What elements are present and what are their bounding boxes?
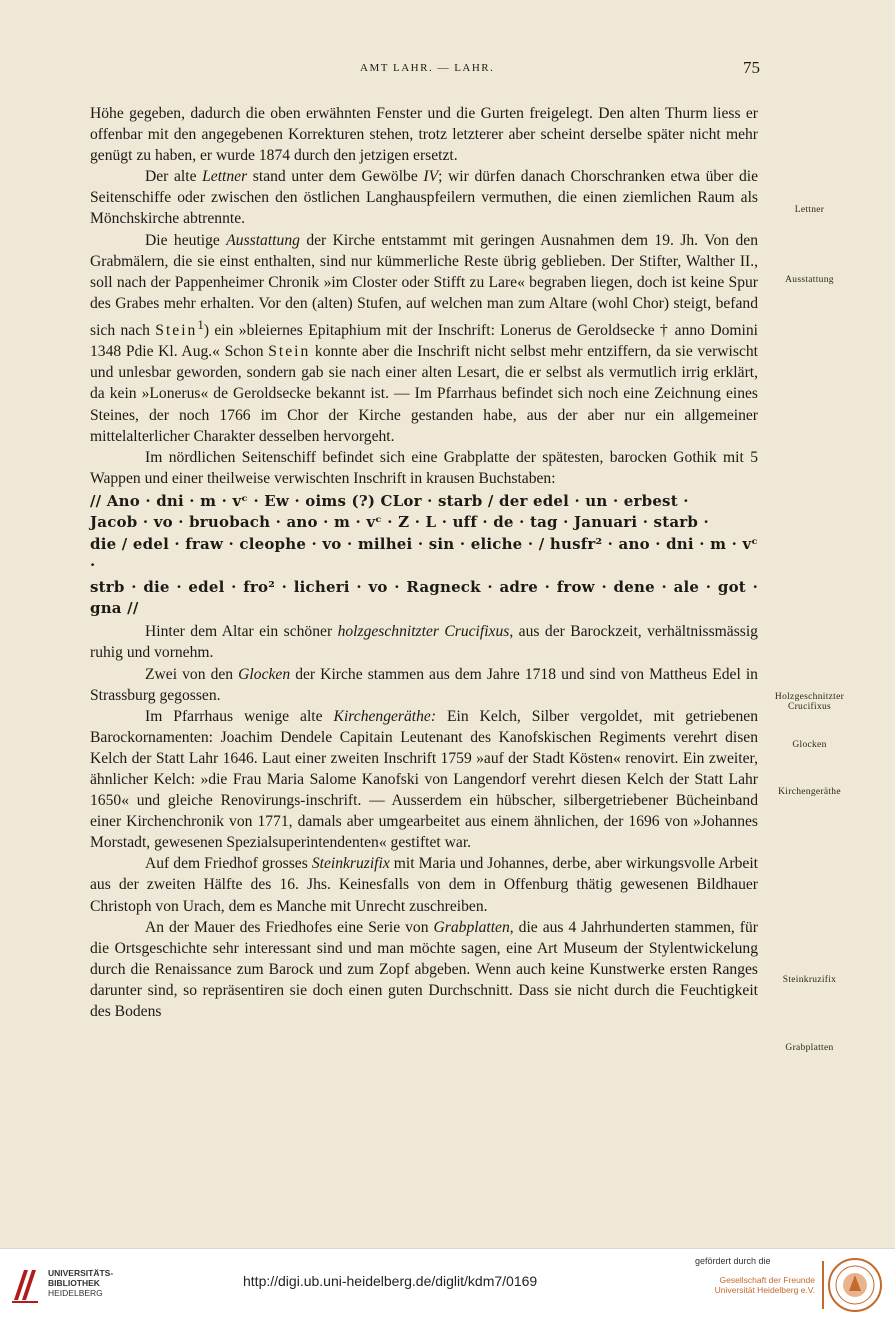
footnote-marker: 1 [197,316,204,332]
margin-note-grabplatten: Grabplatten [785,1043,834,1053]
margin-note-kirchengeraethe: Kirchengeräthe [778,787,841,797]
paragraph-ausstattung: Die heutige Ausstattung der Kirche entstammt mit geringen Ausnahmen dem 19. Jh. Von den Grabmälern, die sie einst enthalten, sind nur kümmerliche Reste übrig geblieben. Der Stifter, Walther II., soll nach der Pappenheimer Chronik »im Closter oder Stifft zu Lare« begraben liegen, doch ist keine Spur des Grabes mehr erhalten. Vor den (alten) Stufen, auf welchen man zum Altare (wohl Chor) steigt, befand sich nach Stein$^1$) ein »bleiernes Epitaphium mit der Inschrift: Lonerus de Geroldsecke † anno Domini 1348 Pdie Kl. Aug.« Schon Stein konnte aber die Inschrift nicht selbst mehr entziffern, da sie verwischt und unlesbar geworden, sondern gab sie nach einer alten Lesart, die er selbst als vermutlich irrig erklärt, da kein »Lonerus« de Geroldsecke bekannt ist. — Im Pfarrhaus befindet sich noch eine Zeichnung eines Steines, der noch 1766 im Chor der Kirche gestanden habe, aus der aber nur ein allgemeiner mittelalterlicher Charakter desselben hervorgeht. [90,231,759,445]
paragraph-crucifixus: Hinter dem Altar ein schöner holzgeschnitzter Crucifixus, aus der Barockzeit, verhältnissmässig ruhig und vornehm. [90,623,758,662]
sponsor-name: Gesellschaft der Freunde Universität Heidelberg e.V. [714,1275,815,1295]
running-title: AMT LAHR. — LAHR. [360,62,495,74]
ub-heidelberg-logo-icon [10,1264,42,1304]
digitization-footer [0,1248,895,1318]
sponsor-label: gefördert durch die [695,1256,771,1266]
inscription [90,491,758,619]
margin-note-ausstattung: Ausstattung [785,275,834,285]
sponsor-divider [822,1261,824,1309]
paragraph-grabplatten: An der Mauer des Friedhofes eine Serie von Grabplatten, die aus 4 Jahrhunderten stammen, für die Ortsgeschichte sehr interessant sind und man möchte sagen, eine Art Museum der Stylentwickelung durch die Renaissance zum Barock und zum Zopf abgeben. Wenn auch keine Kunstwerke ersten Ranges darunter sind, so repräsentiren sie doch einen guten Durchschnitt. Dass sie nicht durch die Feuchtigkeit des Bodens [90,918,758,1020]
paragraph-grabplatte: Im nördlichen Seitenschiff befindet sich eine Grabplatte der spätesten, barocken Gothik mit 5 Wappen und einer theilweise verwischten Inschrift in krausen Buchstaben: [90,448,758,487]
university-seal-icon [827,1257,883,1313]
paragraph-kirchengeraethe: Im Pfarrhaus wenige alte Kirchengeräthe: Ein Kelch, Silber vergoldet, mit getriebenen Barockornamenten: Joachim Dendele Capitain Leutenant des Kanofskischen Regiments verehrt disen Kelch der Statt Lahr 1646. Laut einer zweiten Inschrift 1759 »auf der Stadt Kösten« renovirt. Ein zweiter, ähnlicher Kelch: »die Frau Maria Salome Kanofski von Langendorf verehrt diesen Kelch der Statt Lahr 1650« und gleiche Renovirungs-inschrift. — Ausserdem ein hübscher, silbergetriebener Bücheinband einer Kirchenchronik von 1771, damals aber umgearbeitet aus einem ähnlichen, der 1696 von »Johannes Morstadt, gewesenen Spezialsuperintendenten« gestiftet war. [90,707,758,852]
margin-note-crucifixus: Holzgeschnitzter Crucifixus [774,692,845,712]
margin-note-lettner: Lettner [794,205,825,215]
inscription-line: Jacob · vo · bruobach · ano · m · vᶜ · Z · L · uff · de · tag · Januari · starb · [90,513,709,532]
page-header [90,58,770,82]
permalink-url[interactable]: http://digi.ub.uni-heidelberg.de/diglit/kdm7/0169 [243,1273,538,1289]
margin-note-steinkruzifix: Steinkruzifix [782,975,837,985]
page-number: 75 [743,58,760,77]
body-text [90,103,758,1022]
paragraph: Höhe gegeben, dadurch die oben erwähnten Fenster und die Gurten freigelegt. Den alten Thurm liess er offenbar mit den angegebenen Korrekturen stehen, trotz letzterer aber scheint derselbe später nicht mehr genügt zu haben, er wurde 1874 durch den jetzigen ersetzt. [90,105,758,165]
library-name: UNIVERSITÄTS- BIBLIOTHEK HEIDELBERG [48,1268,114,1298]
inscription-line: strb · die · edel · fro² · licheri · vo · Ragneck · adre · frow · dene · ale · got · gna // [90,577,758,617]
margin-note-glocken: Glocken [792,740,827,750]
inscription-line: // Ano · dni · m · vᶜ · Ew · oims (?) CLor · starb / der edel · un · erbest · [90,491,689,510]
paragraph-lettner: Der alte Lettner stand unter dem Gewölbe IV; wir dürfen danach Chorschranken etwa über die Seitenschiffe oder zwischen den östlichen Langhauspfeilern vermuthen, die einen ziemlichen Raum als Mönchskirche abtrennte. [90,168,758,228]
inscription-line: die / edel · fraw · cleophe · vo · milhei · sin · eliche · / husfr² · ano · dni · m · vᶜ · [90,534,758,575]
paragraph-glocken: Zwei von den Glocken der Kirche stammen aus dem Jahre 1718 und sind von Mattheus Edel in Strassburg gegossen. [90,665,758,704]
paragraph-steinkruzifix: Auf dem Friedhof grosses Steinkruzifix mit Maria und Johannes, derbe, aber wirkungsvolle Arbeit aus der zweiten Hälfte des 16. Jhs. Keinesfalls von dem in Offenburg thätig gewesenen Bildhauer Christoph von Urach, dem es Manche mit Unrecht zuschreiben. [90,855,759,915]
